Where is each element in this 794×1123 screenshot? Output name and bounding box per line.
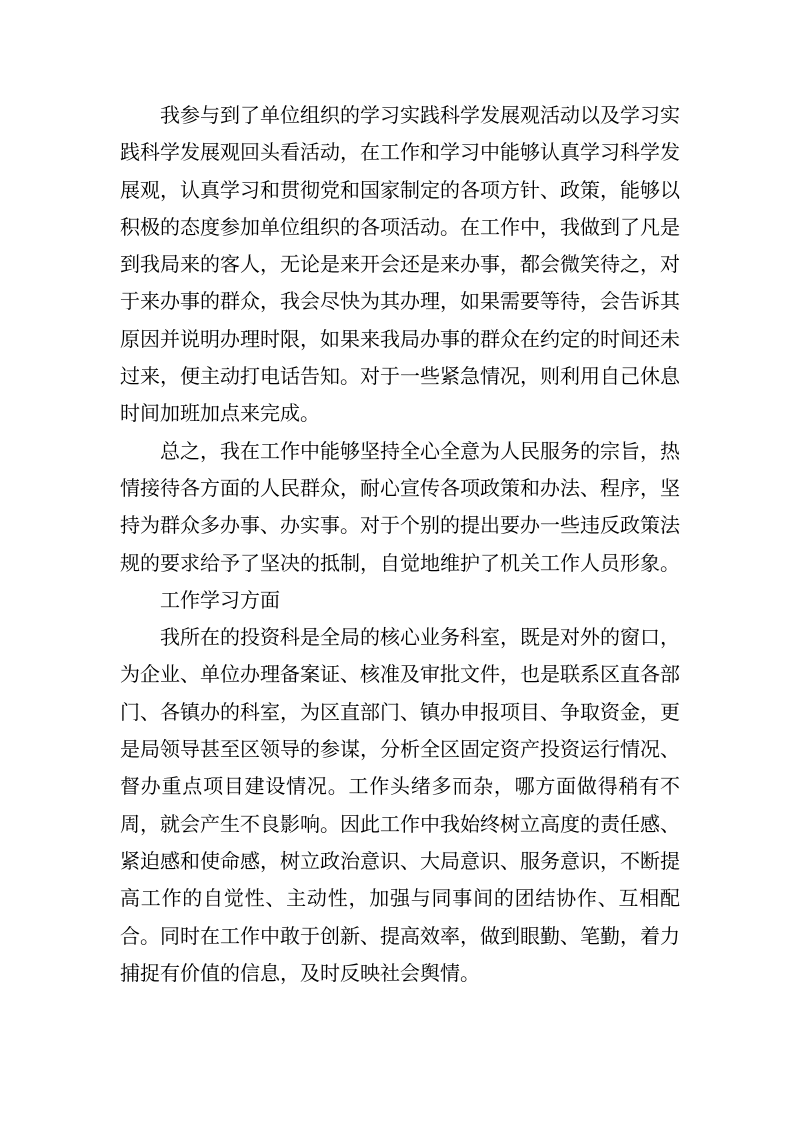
paragraph-investment-department: 我所在的投资科是全局的核心业务科室，既是对外的窗口，为企业、单位办理备案证、核准及审批文件，也是联系区直各部门、各镇办的科室，为区直部门、镇办申报项目、争取资金，更是局领导甚至区领导的参谋，分析全区固定资产投资运行情况、督办重点项目建设情况。工作头绪多而杂，哪方面做得稍有不周，就会产生不良影响。因此工作中我始终树立高度的责任感、紧迫感和使命感，树立政治意识、大局意识、服务意识，不断提高工作的自觉性、主动性，加强与同事间的团结协作、互相配合。同时在工作中敢于创新、提高效率，做到眼勤、笔勤，着力捕捉有价值的信息，及时反映社会舆情。 [120, 625, 680, 985]
paragraph-summary: 总之，我在工作中能够坚持全心全意为人民服务的宗旨，热情接待各方面的人民群众，耐心宣传各项政策和办法、程序，坚持为群众多办事、办实事。对于个别的提出要办一些违反政策法规的要求给予了坚决的抵制，自觉地维护了机关工作人员形象。 [120, 438, 680, 575]
document-body [120, 97, 680, 992]
section-heading-work-study: 工作学习方面 [160, 587, 280, 612]
paragraph-study-activities: 我参与到了单位组织的学习实践科学发展观活动以及学习实践科学发展观回头看活动，在工作和学习中能够认真学习科学发展观，认真学习和贯彻党和国家制定的各项方针、政策，能够以积极的态度参加单位组织的各项活动。在工作中，我做到了凡是到我局来的客人，无论是来开会还是来办事，都会微笑待之，对于来办事的群众，我会尽快为其办理，如果需要等待，会告诉其原因并说明办理时限，如果来我局办事的群众在约定的时间还未过来，便主动打电话告知。对于一些紧急情况，则利用自己休息时间加班加点来完成。 [120, 103, 680, 426]
